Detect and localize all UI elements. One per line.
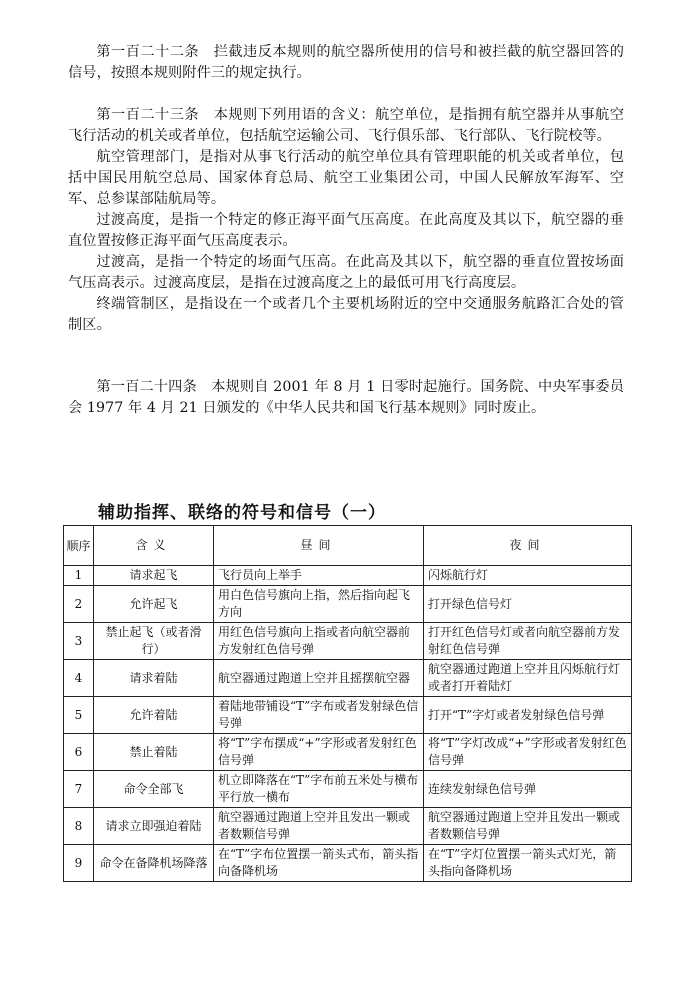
row-meaning: 请求起飞: [94, 566, 214, 586]
row-meaning: 允许起飞: [94, 586, 214, 623]
article-124-text: 第一百二十四条 本规则自 2001 年 8 月 1 日零时起施行。国务院、中央军事委员会 1977 年 4 月 21 日颁发的《中华人民共和国飞行基本规则》同时废止。: [68, 379, 624, 416]
row-meaning: 允许着陆: [94, 697, 214, 734]
row-day-signal: 将“T”字布摆成“+”字形或者发射红色信号弹: [214, 734, 424, 771]
table-title: 辅助指挥、联络的符号和信号（一）: [98, 503, 386, 523]
header-day: 昼间: [214, 526, 424, 566]
row-number: 1: [64, 566, 94, 586]
row-night-signal: 连续发射绿色信号弹: [424, 771, 632, 808]
row-day-signal: 着陆地带铺设“T”字布或者发射绿色信号弹: [214, 697, 424, 734]
row-number: 5: [64, 697, 94, 734]
row-number: 2: [64, 586, 94, 623]
row-meaning: 命令全部飞: [94, 771, 214, 808]
table-row: [64, 697, 632, 734]
row-day-signal: 飞行员向上举手: [214, 566, 424, 586]
signals-table: [63, 525, 632, 882]
row-meaning: 请求着陆: [94, 660, 214, 697]
row-number: 6: [64, 734, 94, 771]
table-row: [64, 808, 632, 845]
definition-terminal-control-area: 终端管制区，是指设在一个或者几个主要机场附近的空中交通服务航路汇合处的管制区。: [68, 296, 624, 333]
row-meaning: 禁止起飞（或者滑行）: [94, 623, 214, 660]
definition-transition-height: 过渡高，是指一个特定的场面气压高。在此高及其以下，航空器的垂直位置按场面气压高表示。过渡高度层，是指在过渡高度之上的最低可用飞行高度层。: [68, 254, 624, 291]
table-row: [64, 734, 632, 771]
row-number: 7: [64, 771, 94, 808]
article-122-text: 第一百二十二条 拦截违反本规则的航空器所使用的信号和被拦截的航空器回答的信号，按照本规则附件三的规定执行。: [68, 44, 624, 81]
article-122: [68, 42, 624, 84]
table-row: [64, 586, 632, 623]
row-night-signal: 打开绿色信号灯: [424, 586, 632, 623]
table-row: [64, 566, 632, 586]
row-night-signal: 打开“T”字灯或者发射绿色信号弹: [424, 697, 632, 734]
definition-aviation-management: 航空管理部门，是指对从事飞行活动的航空单位具有管理职能的机关或者单位，包括中国民用航空总局、国家体育总局、航空工业集团公司，中国人民解放军海军、空军、总参谋部陆航局等。: [68, 149, 624, 207]
row-number: 3: [64, 623, 94, 660]
row-number: 4: [64, 660, 94, 697]
header-meaning: 含义: [94, 526, 214, 566]
row-meaning: 禁止着陆: [94, 734, 214, 771]
table-row: [64, 660, 632, 697]
row-day-signal: 航空器通过跑道上空并且摇摆航空器: [214, 660, 424, 697]
header-seq: 顺序: [64, 526, 94, 566]
row-night-signal: 将“T”字灯改成“+”字形或者发射红色信号弹: [424, 734, 632, 771]
article-123-text: 第一百二十三条 本规则下列用语的含义：航空单位，是指拥有航空器并从事航空飞行活动的机关或者单位，包括航空运输公司、飞行俱乐部、飞行部队、飞行院校等。: [68, 107, 624, 144]
row-day-signal: 在“T”字布位置摆一箭头式布，箭头指向备降机场: [214, 845, 424, 882]
row-night-signal: 闪烁航行灯: [424, 566, 632, 586]
row-day-signal: 用白色信号旗向上指，然后指向起飞方向: [214, 586, 424, 623]
row-day-signal: 航空器通过跑道上空并且发出一颗或者数颗信号弹: [214, 808, 424, 845]
table-row: [64, 771, 632, 808]
row-number: 8: [64, 808, 94, 845]
table-row: [64, 623, 632, 660]
row-meaning: 命令在备降机场降落: [94, 845, 214, 882]
row-meaning: 请求立即强迫着陆: [94, 808, 214, 845]
row-night-signal: 在“T”字灯位置摆一箭头式灯光，箭头指向备降机场: [424, 845, 632, 882]
row-number: 9: [64, 845, 94, 882]
header-night: 夜间: [424, 526, 632, 566]
definition-transition-altitude: 过渡高度，是指一个特定的修正海平面气压高度。在此高度及其以下，航空器的垂直位置按修正海平面气压高度表示。: [68, 212, 624, 249]
table-header-row: [64, 526, 632, 566]
article-123: [68, 105, 624, 336]
article-124: [68, 377, 624, 419]
table-row: [64, 845, 632, 882]
row-night-signal: 航空器通过跑道上空并且闪烁航行灯或者打开着陆灯: [424, 660, 632, 697]
row-day-signal: 用红色信号旗向上指或者向航空器前方发射红色信号弹: [214, 623, 424, 660]
row-night-signal: 打开红色信号灯或者向航空器前方发射红色信号弹: [424, 623, 632, 660]
row-day-signal: 机立即降落在“T”字布前五米处与横布平行放一横布: [214, 771, 424, 808]
row-night-signal: 航空器通过跑道上空并且发出一颗或者数颗信号弹: [424, 808, 632, 845]
